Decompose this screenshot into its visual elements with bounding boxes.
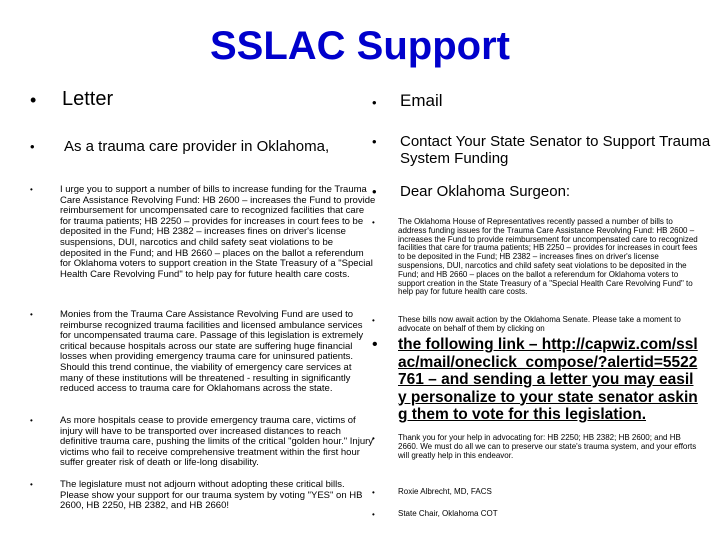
email-heading: Email <box>400 91 443 110</box>
bullet-icon: • <box>30 90 37 110</box>
bullet-icon: • <box>372 510 375 519</box>
bullet-icon: • <box>372 316 375 325</box>
role: State Chair, Oklahoma COT <box>398 509 498 518</box>
bullet-icon: • <box>30 139 35 154</box>
bullet-icon: • <box>372 95 377 110</box>
bullet-icon: • <box>372 218 375 227</box>
bullet-icon: • <box>30 310 33 319</box>
bullet-icon: • <box>30 416 33 425</box>
bullet-icon: • <box>372 184 377 199</box>
bullet-icon: • <box>372 488 375 497</box>
email-subheading: Contact Your State Senator to Support Trauma System Funding <box>400 133 711 167</box>
greeting: Dear Oklahoma Surgeon: <box>400 183 571 200</box>
capwiz-link[interactable]: the following link – http://capwiz.com/sslac/mail/oneclick_compose/?alertid=5522761 – and sending a letter you may easily personalize to your state senator asking them to vote for this legislation. <box>398 336 698 423</box>
bullet-icon: • <box>30 480 33 489</box>
bullet-icon: • <box>30 185 33 194</box>
slide-title: SSLAC Support <box>210 24 510 68</box>
bullet-icon: • <box>372 336 378 353</box>
letter-heading: Letter <box>62 88 114 110</box>
bullet-icon: • <box>372 134 377 149</box>
letter-subheading: As a trauma care provider in Oklahoma, <box>64 138 330 155</box>
signature: Roxie Albrecht, MD, FACS <box>398 487 492 496</box>
bullet-icon: • <box>372 434 375 443</box>
